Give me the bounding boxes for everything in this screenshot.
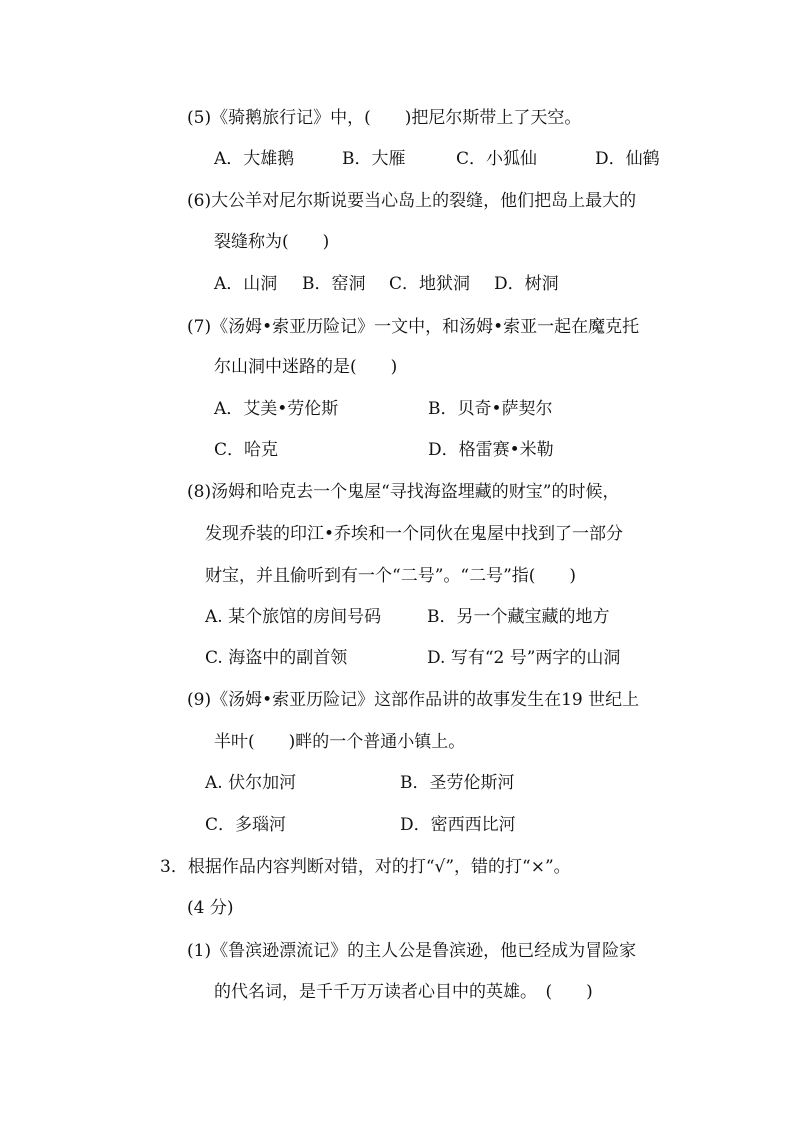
q8-option-b: B．另一个藏宝藏的地方 [427, 607, 610, 627]
q8-stem-line1: (8)汤姆和哈克去一个鬼屋“寻找海盗埋藏的财宝”的时候， [187, 482, 620, 502]
q7-stem-line2: 尔山洞中迷路的是( ) [214, 357, 398, 377]
q7-option-c: C．哈克 [214, 440, 279, 460]
s3-item1-line2: 的代名词，是千千万万读者心目中的英雄。 ( ) [214, 982, 593, 1002]
q9-option-c: C．多瑙河 [205, 815, 287, 835]
q5-option-c: C．小狐仙 [456, 149, 538, 169]
q9-stem-line1: (9)《汤姆•索亚历险记》这部作品讲的故事发生在19 世纪上 [187, 690, 640, 710]
q5-option-b: B．大雁 [342, 149, 406, 169]
q8-option-d: D. 写有“2 号”两字的山洞 [427, 648, 621, 668]
q6-option-c: C．地狱洞 [389, 274, 471, 294]
q9-option-a: A. 伏尔加河 [205, 773, 297, 793]
q7-option-a: A．艾美•劳伦斯 [214, 399, 339, 419]
q5-option-a: A．大雄鹅 [214, 149, 295, 169]
q6-option-b: B．窑洞 [302, 274, 366, 294]
q5-stem: (5)《骑鹅旅行记》中，( )把尼尔斯带上了天空。 [187, 108, 582, 128]
q8-stem-line2: 发现乔装的印江•乔埃和一个同伙在鬼屋中找到了一部分 [205, 524, 624, 544]
q8-option-c: C. 海盗中的副首领 [205, 648, 348, 668]
section-3-heading: 3．根据作品内容判断对错，对的打“√”，错的打“×”。 [160, 857, 571, 877]
q9-stem-line2: 半叶( )畔的一个普通小镇上。 [214, 732, 466, 752]
q5-option-d: D．仙鹤 [595, 149, 660, 169]
q6-stem-line1: (6)大公羊对尼尔斯说要当心岛上的裂缝，他们把岛上最大的 [187, 191, 637, 211]
q6-option-a: A．山洞 [214, 274, 278, 294]
q7-option-d: D．格雷赛•米勒 [428, 440, 554, 460]
s3-item1-line1: (1)《鲁滨逊漂流记》的主人公是鲁滨逊，他已经成为冒险家 [187, 941, 637, 961]
q8-option-a: A. 某个旅馆的房间号码 [205, 607, 382, 627]
q6-stem-line2: 裂缝称为( ) [214, 232, 330, 252]
q7-option-b: B．贝奇•萨契尔 [428, 399, 553, 419]
section-3-points: (4 分) [187, 898, 234, 918]
q6-option-d: D．树洞 [494, 274, 559, 294]
q9-option-b: B．圣劳伦斯河 [400, 773, 515, 793]
q9-option-d: D．密西西比河 [400, 815, 516, 835]
q8-stem-line3: 财宝，并且偷听到有一个“二号”。“二号”指( ) [205, 566, 577, 586]
q7-stem-line1: (7)《汤姆•索亚历险记》一文中，和汤姆•索亚一起在魔克托 [187, 317, 640, 337]
